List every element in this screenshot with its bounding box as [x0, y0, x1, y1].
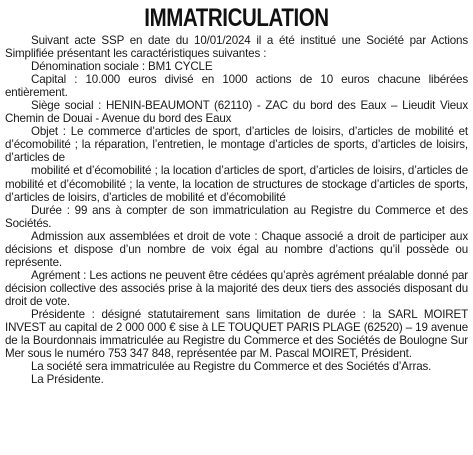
notice-paragraph-signature: La Présidente.	[31, 373, 104, 387]
notice-paragraph-capital: Capital : 10.000 euros divisé en 1000 actions de 10 euros chacune libérées entièrement.	[5, 73, 468, 100]
notice-paragraph-voting: Admission aux assemblées et droit de vote : Chaque associé a droit de participer aux décisions et dispose d’un nombre de voix égal au nombre d’actions qu’il possède ou représente.	[5, 229, 468, 269]
notice-paragraph-approval: Agrément : Les actions ne peuvent être cédées qu’après agrément préalable donné par décision collective des associés prise à la majorité des deux tiers des associés disposant du droit de vote.	[5, 268, 468, 308]
notice-paragraph-object-continued: mobilité et d’écomobilité ; la location d’articles de sport, d’articles de loisirs, d’articles de mobilité et d’écomobilité ; la vente, la location de structures de stockage d’articles de sports, d’articles de loisirs, d’articles de mobilité et d’écomobilité	[5, 164, 468, 204]
notice-paragraph-president: Présidente : désigné statutairement sans limitation de durée : la SARL MOIRET INVEST au capital de 2 000 000 € sise à LE TOUQUET PARIS PLAGE (62520) – 19 avenue de la Bourdonnais immatriculée au Registre du Commerce et des Sociétés de Boulogne Sur Mer sous le numéro 753 347 848, représentée par M. Pascal MOIRET, Président.	[5, 307, 468, 361]
notice-body	[5, 34, 468, 386]
legal-notice	[5, 4, 468, 386]
notice-title: IMMATRICULATION	[144, 4, 329, 32]
notice-paragraph-denomination: Dénomination sociale : BM1 CYCLE	[31, 60, 213, 74]
notice-paragraph-duration: Durée : 99 ans à compter de son immatriculation au Registre du Commerce et des Sociétés.	[5, 203, 468, 230]
notice-paragraph-registration: La société sera immatriculée au Registre du Commerce et des Sociétés d’Arras.	[31, 360, 432, 374]
notice-paragraph-registered-office: Siège social : HENIN-BEAUMONT (62110) - ZAC du bord des Eaux – Lieudit Vieux Chemin de Douai - Avenue du bord des Eaux	[5, 99, 468, 126]
notice-paragraph-intro: Suivant acte SSP en date du 10/01/2024 il a été institué une Société par Actions Simplifiée présentant les caractéristiques suivantes :	[5, 34, 468, 61]
notice-paragraph-object: Objet : Le commerce d’articles de sport, d’articles de loisirs, d’articles de mobilité et d’écomobilité ; la réparation, l’entretien, le montage d’articles de sports, d’articles de loisirs, d’articles de	[5, 125, 468, 165]
